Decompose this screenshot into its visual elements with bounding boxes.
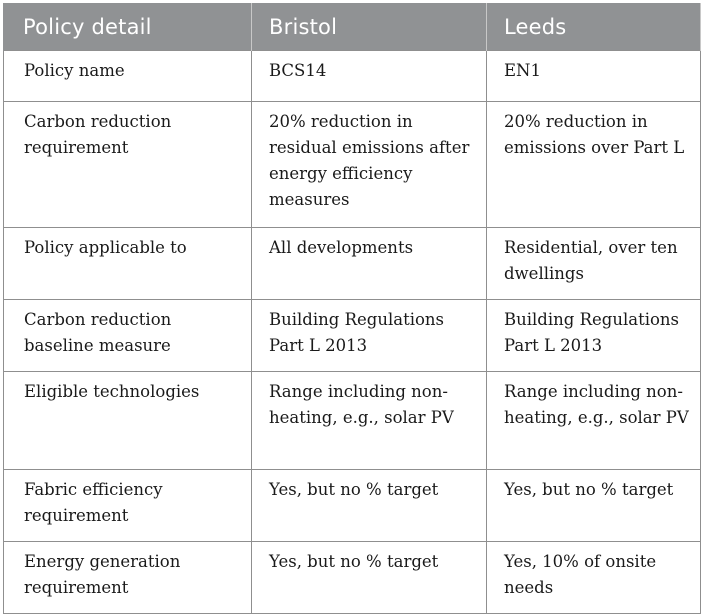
row-label-cell: Energy generation requirement [4,542,252,614]
bristol-cell: BCS14 [252,51,487,102]
policy-comparison-table-container [3,3,700,614]
leeds-cell: Residential, over ten dwellings [487,228,701,300]
bristol-cell: Building Regulations Part L 2013 [252,300,487,372]
leeds-cell: Building Regulations Part L 2013 [487,300,701,372]
bristol-cell: Range including non-heating, e.g., solar PV [252,372,487,470]
leeds-cell: 20% reduction in emissions over Part L [487,102,701,228]
table-header [4,3,701,51]
bristol-cell: 20% reduction in residual emissions after energy efficiency measures [252,102,487,228]
row-label-cell: Fabric efficiency requirement [4,470,252,542]
row-label-cell: Carbon reduction requirement [4,102,252,228]
row-label-cell: Eligible technologies [4,372,252,470]
table-row [4,470,701,542]
leeds-cell: Range including non-heating, e.g., solar PV [487,372,701,470]
leeds-cell: Yes, but no % target [487,470,701,542]
row-label-cell: Policy name [4,51,252,102]
table-row [4,102,701,228]
leeds-cell: EN1 [487,51,701,102]
row-label-cell: Policy applicable to [4,228,252,300]
bristol-cell: All developments [252,228,487,300]
table-row [4,372,701,470]
row-label-cell: Carbon reduction baseline measure [4,300,252,372]
leeds-cell: Yes, 10% of onsite needs [487,542,701,614]
policy-comparison-table [3,3,701,614]
table-row [4,300,701,372]
header-row [4,3,701,51]
header-policy-detail: Policy detail [4,3,252,51]
bristol-cell: Yes, but no % target [252,542,487,614]
table-row [4,51,701,102]
header-bristol: Bristol [252,3,487,51]
table-row [4,228,701,300]
table-body [4,51,701,614]
header-leeds: Leeds [487,3,701,51]
bristol-cell: Yes, but no % target [252,470,487,542]
